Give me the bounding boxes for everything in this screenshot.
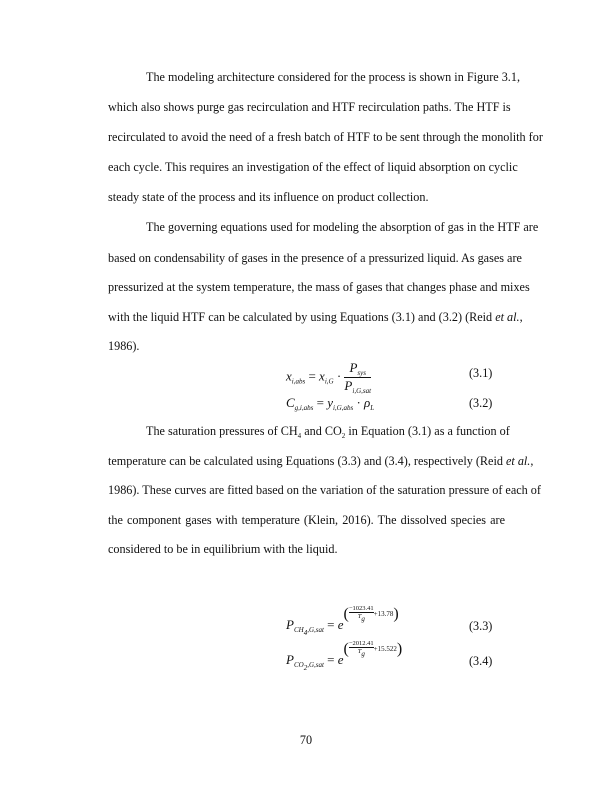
eq-subscript: 2: [303, 664, 308, 672]
italic-text: et al.: [505, 454, 531, 468]
equation-number: (3.4): [469, 654, 493, 668]
text-segment: The governing equations used for modeling the absorption of gas in the HTF are: [146, 220, 539, 234]
eq-subscript: ,G,sat: [307, 626, 324, 634]
text-segment: 1986).: [108, 339, 140, 353]
text-line: [108, 542, 505, 557]
text-segment: with the liquid HTF can be calculated by using Equations (3.1) and (3.2) (Reid: [108, 310, 496, 324]
text-segment: pressurized at the system temperature, the mass of gases that changes phase and mixes: [108, 280, 530, 294]
eq-subscript: L: [370, 404, 375, 412]
subscript: 4: [297, 432, 302, 440]
eq-operator: =: [313, 395, 328, 410]
eq-fraction: [344, 360, 371, 395]
eq-paren: ): [396, 640, 403, 658]
equation-number: (3.1): [469, 366, 493, 380]
text-line: [146, 220, 539, 235]
text-segment: and CO: [301, 424, 342, 438]
equation-3-2: [286, 395, 374, 412]
subscript: 2: [341, 432, 346, 440]
eq-subscript: i,abs: [291, 377, 306, 386]
eq-exponent: [343, 605, 399, 624]
text-segment: 1986). These curves are fitted based on the variation of the saturation pressure of each of: [108, 483, 541, 497]
eq-subscript: sys: [357, 369, 366, 377]
text-segment: in Equation (3.1) as a function of: [345, 424, 510, 438]
eq-symbol: C: [286, 395, 295, 410]
eq-subscript: i,G,abs: [332, 404, 354, 412]
eq-operator: =: [323, 617, 338, 632]
text-line: [108, 130, 543, 145]
eq-constant: +15.522: [373, 645, 397, 653]
eq-symbol: T: [357, 613, 362, 621]
text-segment: recirculated to avoid the need of a fresh batch of HTF to be sent through the monolith for: [108, 130, 543, 144]
eq-symbol: x: [319, 368, 325, 384]
text-line: [108, 339, 505, 354]
eq-exponent: [343, 640, 403, 659]
eq-symbol: e: [337, 617, 344, 632]
eq-subscript: g: [361, 650, 365, 659]
eq-subscript: g,i,abs: [294, 404, 314, 412]
equation-3-3: [286, 605, 399, 637]
text-segment: The saturation pressures of CH: [146, 424, 298, 438]
eq-constant: +13.78: [373, 610, 394, 618]
page-number: 70: [299, 733, 313, 747]
text-line: [146, 424, 510, 440]
text-line: [108, 160, 518, 175]
eq-symbol: ρ: [364, 395, 371, 410]
equation-number: (3.2): [469, 396, 493, 410]
text-segment: ,: [530, 454, 534, 468]
eq-symbol: P: [286, 652, 294, 667]
text-line: [108, 100, 511, 115]
eq-subscript: 4: [303, 629, 308, 637]
eq-subscript: g: [361, 615, 365, 624]
eq-operator: ·: [353, 395, 365, 410]
eq-symbol: P: [286, 617, 294, 632]
eq-symbol: e: [337, 652, 344, 667]
eq-symbol: x: [286, 368, 292, 384]
eq-subscript: i,G,sat: [352, 387, 372, 395]
eq-operator: ·: [333, 368, 345, 384]
text-segment: ,: [519, 310, 523, 324]
eq-operator: =: [323, 652, 338, 667]
text-segment: steady state of the process and its influence on product collection.: [108, 190, 429, 204]
text-segment: The modeling architecture considered for the process is shown in Figure 3.1,: [146, 70, 520, 84]
text-segment: considered to be in equilibrium with the liquid.: [108, 542, 338, 556]
text-line: [108, 513, 505, 528]
eq-subscript: ,G,sat: [307, 661, 324, 669]
eq-numerator: −1023.41: [348, 605, 374, 613]
eq-symbol: T: [357, 648, 362, 656]
text-segment: the component gases with temperature (Klein, 2016). The dissolved species are: [108, 513, 505, 527]
text-line: [108, 483, 541, 498]
eq-subscript: i,G: [324, 377, 334, 386]
text-line: [108, 251, 522, 266]
text-line: [108, 310, 523, 325]
text-segment: based on condensability of gases in the presence of a pressurized liquid. As gases are: [108, 251, 522, 265]
eq-paren: (: [343, 640, 349, 658]
equation-3-4: [286, 640, 403, 672]
eq-symbol: P: [349, 360, 358, 375]
eq-subscript: CH: [293, 626, 304, 634]
text-segment: temperature can be calculated using Equations (3.3) and (3.4), respectively (Reid: [108, 454, 506, 468]
italic-text: et al.: [495, 310, 520, 324]
equation-number: (3.3): [469, 619, 493, 633]
text-segment: each cycle. This requires an investigation of the effect of liquid absorption on cyclic: [108, 160, 518, 174]
eq-numerator: −2012.41: [348, 640, 374, 648]
text-line: [108, 280, 530, 295]
eq-symbol: P: [344, 378, 353, 393]
eq-operator: =: [305, 368, 320, 384]
text-line: [108, 454, 534, 469]
text-segment: which also shows purge gas recirculation and HTF recirculation paths. The HTF is: [108, 100, 511, 114]
eq-paren: (: [343, 605, 349, 623]
eq-paren: ): [393, 605, 399, 623]
text-line: [108, 190, 505, 205]
eq-symbol: y: [327, 395, 333, 410]
equation-3-1: [286, 360, 371, 395]
text-line: [146, 70, 520, 85]
eq-subscript: CO: [293, 661, 304, 669]
